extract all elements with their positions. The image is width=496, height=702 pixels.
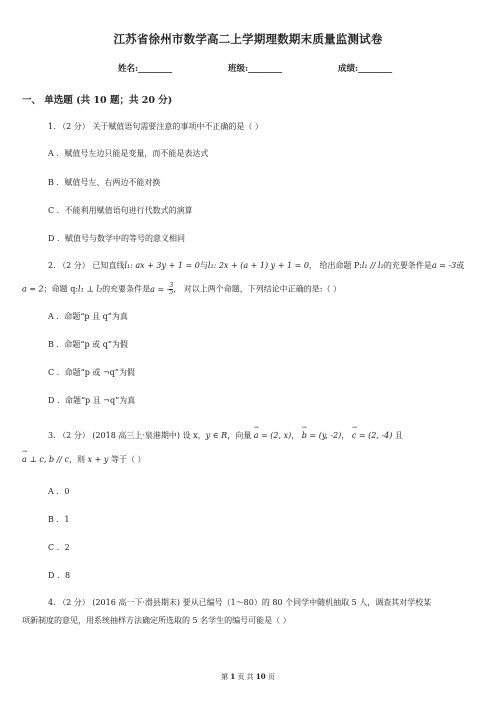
q2-text: ， 对以上两个命题，下列结论中正确的是:（ ） — [173, 284, 342, 294]
q3-text: ， — [291, 431, 300, 440]
total-page-count: 10 — [255, 672, 266, 681]
q3-vector-b: → b = (y, -2) — [302, 431, 342, 440]
q3-x-plus-y: x + y — [87, 455, 109, 464]
question-4-line-1: 4. （2 分） (2016 高一下·滑县期末) 要从已编号（1～80）的 80 个同学中随机抽取 5 人，调查其对学校某 — [48, 598, 432, 607]
fraction-numerator: 3 — [169, 282, 174, 289]
q3-y-in-R: y ∈ R — [205, 431, 228, 440]
question-2-option-d: D ．命题“p 且 ¬q”为真 — [48, 396, 136, 405]
question-2-line-2 — [22, 283, 341, 296]
question-1-option-b: B ．赋值号左、右两边不能对换 — [48, 178, 161, 187]
question-3-line-1 — [48, 430, 403, 441]
q2-perp-condition: l₁ ⊥ l₂ — [78, 284, 103, 294]
name-field — [118, 62, 172, 74]
page-title: 江苏省徐州市数学高二上学期理数期末质量监测试卷 — [113, 32, 383, 46]
q3-text: 3. （2 分） (2018 高三上·泉港期中) 设 x， — [48, 431, 206, 440]
question-1-option-a: A ．赋值号左边只能是变量，而不能是表达式 — [48, 149, 209, 158]
question-1-option-c: C ．不能利用赋值语句进行代数式的演算 — [48, 206, 193, 215]
q2-text: 的充要条件是 — [102, 284, 151, 294]
question-4-line-2: 项新制度的意见，用系统抽样方法确定所选取的 5 名学生的编号可能是（ ） — [22, 616, 291, 625]
q3-vector-a: → a = (2, x) — [254, 431, 292, 440]
score-blank: ________ — [358, 64, 393, 74]
score-field — [338, 62, 392, 74]
q2-text: 与 — [199, 261, 208, 270]
q2-a-2: a = 2 — [22, 284, 44, 294]
name-label: 姓名: — [118, 64, 139, 74]
q3-condition: → a ⊥ c, b // c — [22, 455, 69, 464]
fraction-denominator: 5 — [169, 289, 174, 296]
footer-text: 第 — [221, 673, 229, 681]
question-3-option-b: B ．1 — [48, 515, 70, 524]
question-2-option-a: A ．命题“p 且 q”为真 — [48, 312, 128, 321]
q2-parallel-condition: l₁ // l₂ — [361, 261, 384, 270]
question-3-option-c: C ．2 — [48, 543, 70, 552]
question-2-line-1 — [48, 260, 464, 271]
q2-line-l1-equation: l₁: ax + 3y + 1 = 0 — [124, 261, 200, 270]
footer-text: 页 — [267, 673, 275, 681]
q2-text: ；命题 q: — [43, 284, 79, 294]
name-blank: ________ — [138, 64, 173, 74]
question-1-option-d: D ．赋值号与数学中的等号的意义相同 — [48, 234, 185, 243]
q3-vector-c: → c = (2, -4) — [352, 431, 392, 440]
q2-a-neg3: a = -3 — [431, 261, 457, 270]
q3-text: 且 — [394, 431, 403, 440]
question-3-line-2 — [22, 454, 146, 465]
q2-a-fraction — [150, 282, 174, 296]
class-label: 班级: — [228, 64, 249, 74]
q2-text: 或 — [456, 261, 465, 270]
q3-text: ， — [341, 431, 350, 440]
q3-text: ，向量 — [227, 431, 252, 440]
section-heading-single-choice: 一、 单选题 (共 10 题；共 20 分) — [22, 95, 173, 106]
question-1-stem: 1. （2 分） 关于赋值语句需要注意的事项中不正确的是（ ） — [48, 122, 263, 131]
q2-line-l2-equation: l₂: 2x + (a + 1) y + 1 = 0 — [207, 261, 309, 270]
class-field — [228, 62, 282, 74]
score-label: 成绩: — [338, 64, 359, 74]
q2-text: ， 给出命题 P: — [308, 261, 362, 270]
page-footer — [0, 672, 496, 682]
current-page-number: 1 — [230, 672, 236, 681]
class-blank: ________ — [248, 64, 283, 74]
q2-a-prefix: a = - — [150, 284, 170, 294]
q2-text: 的充要条件是 — [383, 261, 432, 270]
question-3-option-a: A ．0 — [48, 487, 70, 496]
q2-text: 2. （2 分） 已知直线 — [48, 261, 125, 270]
q3-text: 等于（ ） — [110, 455, 146, 464]
q3-text: ，则 — [69, 455, 86, 464]
question-3-option-d: D ．8 — [48, 571, 71, 580]
question-2-option-c: C ．命题“p 或 ¬q”为假 — [48, 368, 135, 377]
footer-text: 页 共 — [237, 673, 254, 681]
question-2-option-b: B ．命题“p 或 q”为假 — [48, 340, 128, 349]
